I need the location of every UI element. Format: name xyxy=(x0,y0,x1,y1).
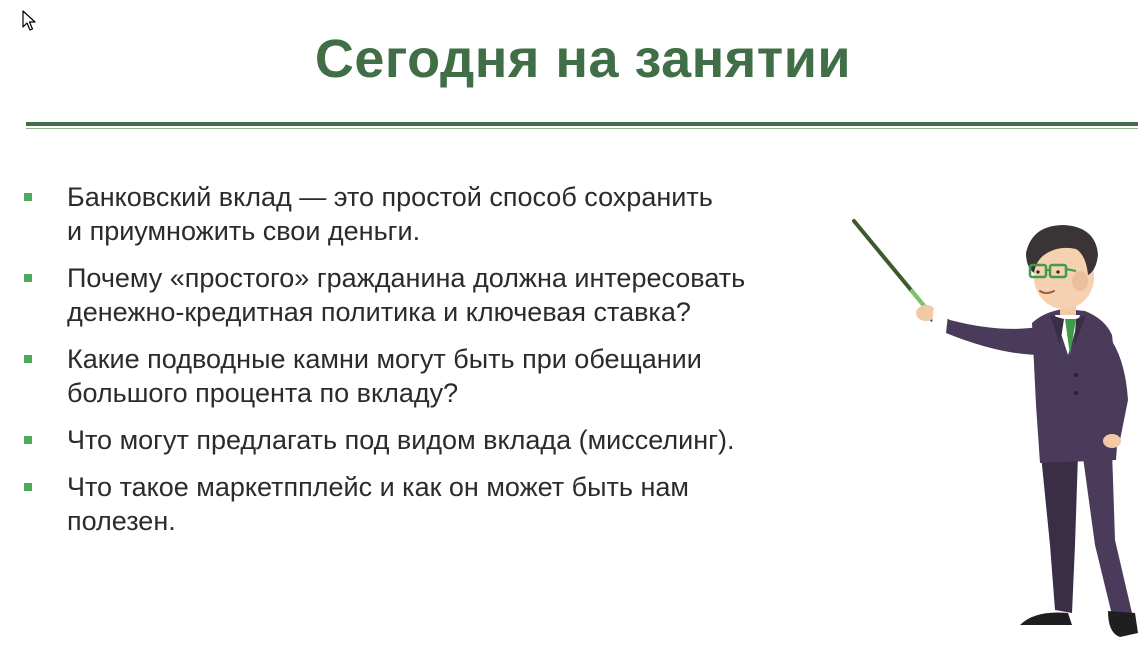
title-divider-thin xyxy=(26,128,1138,129)
list-item xyxy=(22,470,862,538)
bullet-text-line: Что могут предлагать под видом вклада (мисселинг). xyxy=(67,425,735,455)
bullet-list xyxy=(22,180,862,551)
bullet-text-line: Почему «простого» гражданина должна интересовать xyxy=(67,263,746,293)
list-item xyxy=(22,261,862,329)
teacher-with-pointer-illustration xyxy=(850,215,1138,645)
title-divider xyxy=(26,122,1138,126)
bullet-square-icon xyxy=(24,436,32,444)
slide-title: Сегодня на занятии xyxy=(314,29,852,89)
bullet-text-line: Банковский вклад — это простой способ сохранить xyxy=(67,182,713,212)
bullet-square-icon xyxy=(24,483,32,491)
bullet-text-line: денежно-кредитная политика и ключевая ставка? xyxy=(67,297,691,327)
bullet-square-icon xyxy=(24,274,32,282)
list-item xyxy=(22,423,862,457)
bullet-text-line: и приумножить свои деньги. xyxy=(67,216,421,246)
bullet-text-line: большого процента по вкладу? xyxy=(67,378,459,408)
bullet-square-icon xyxy=(24,193,32,201)
bullet-text-line: полезен. xyxy=(67,506,176,536)
list-item xyxy=(22,180,862,248)
bullet-text-line: Что такое маркетпплейс и как он может быть нам xyxy=(67,472,689,502)
list-item xyxy=(22,342,862,410)
bullet-square-icon xyxy=(24,355,32,363)
bullet-text-line: Какие подводные камни могут быть при обещании xyxy=(67,344,702,374)
